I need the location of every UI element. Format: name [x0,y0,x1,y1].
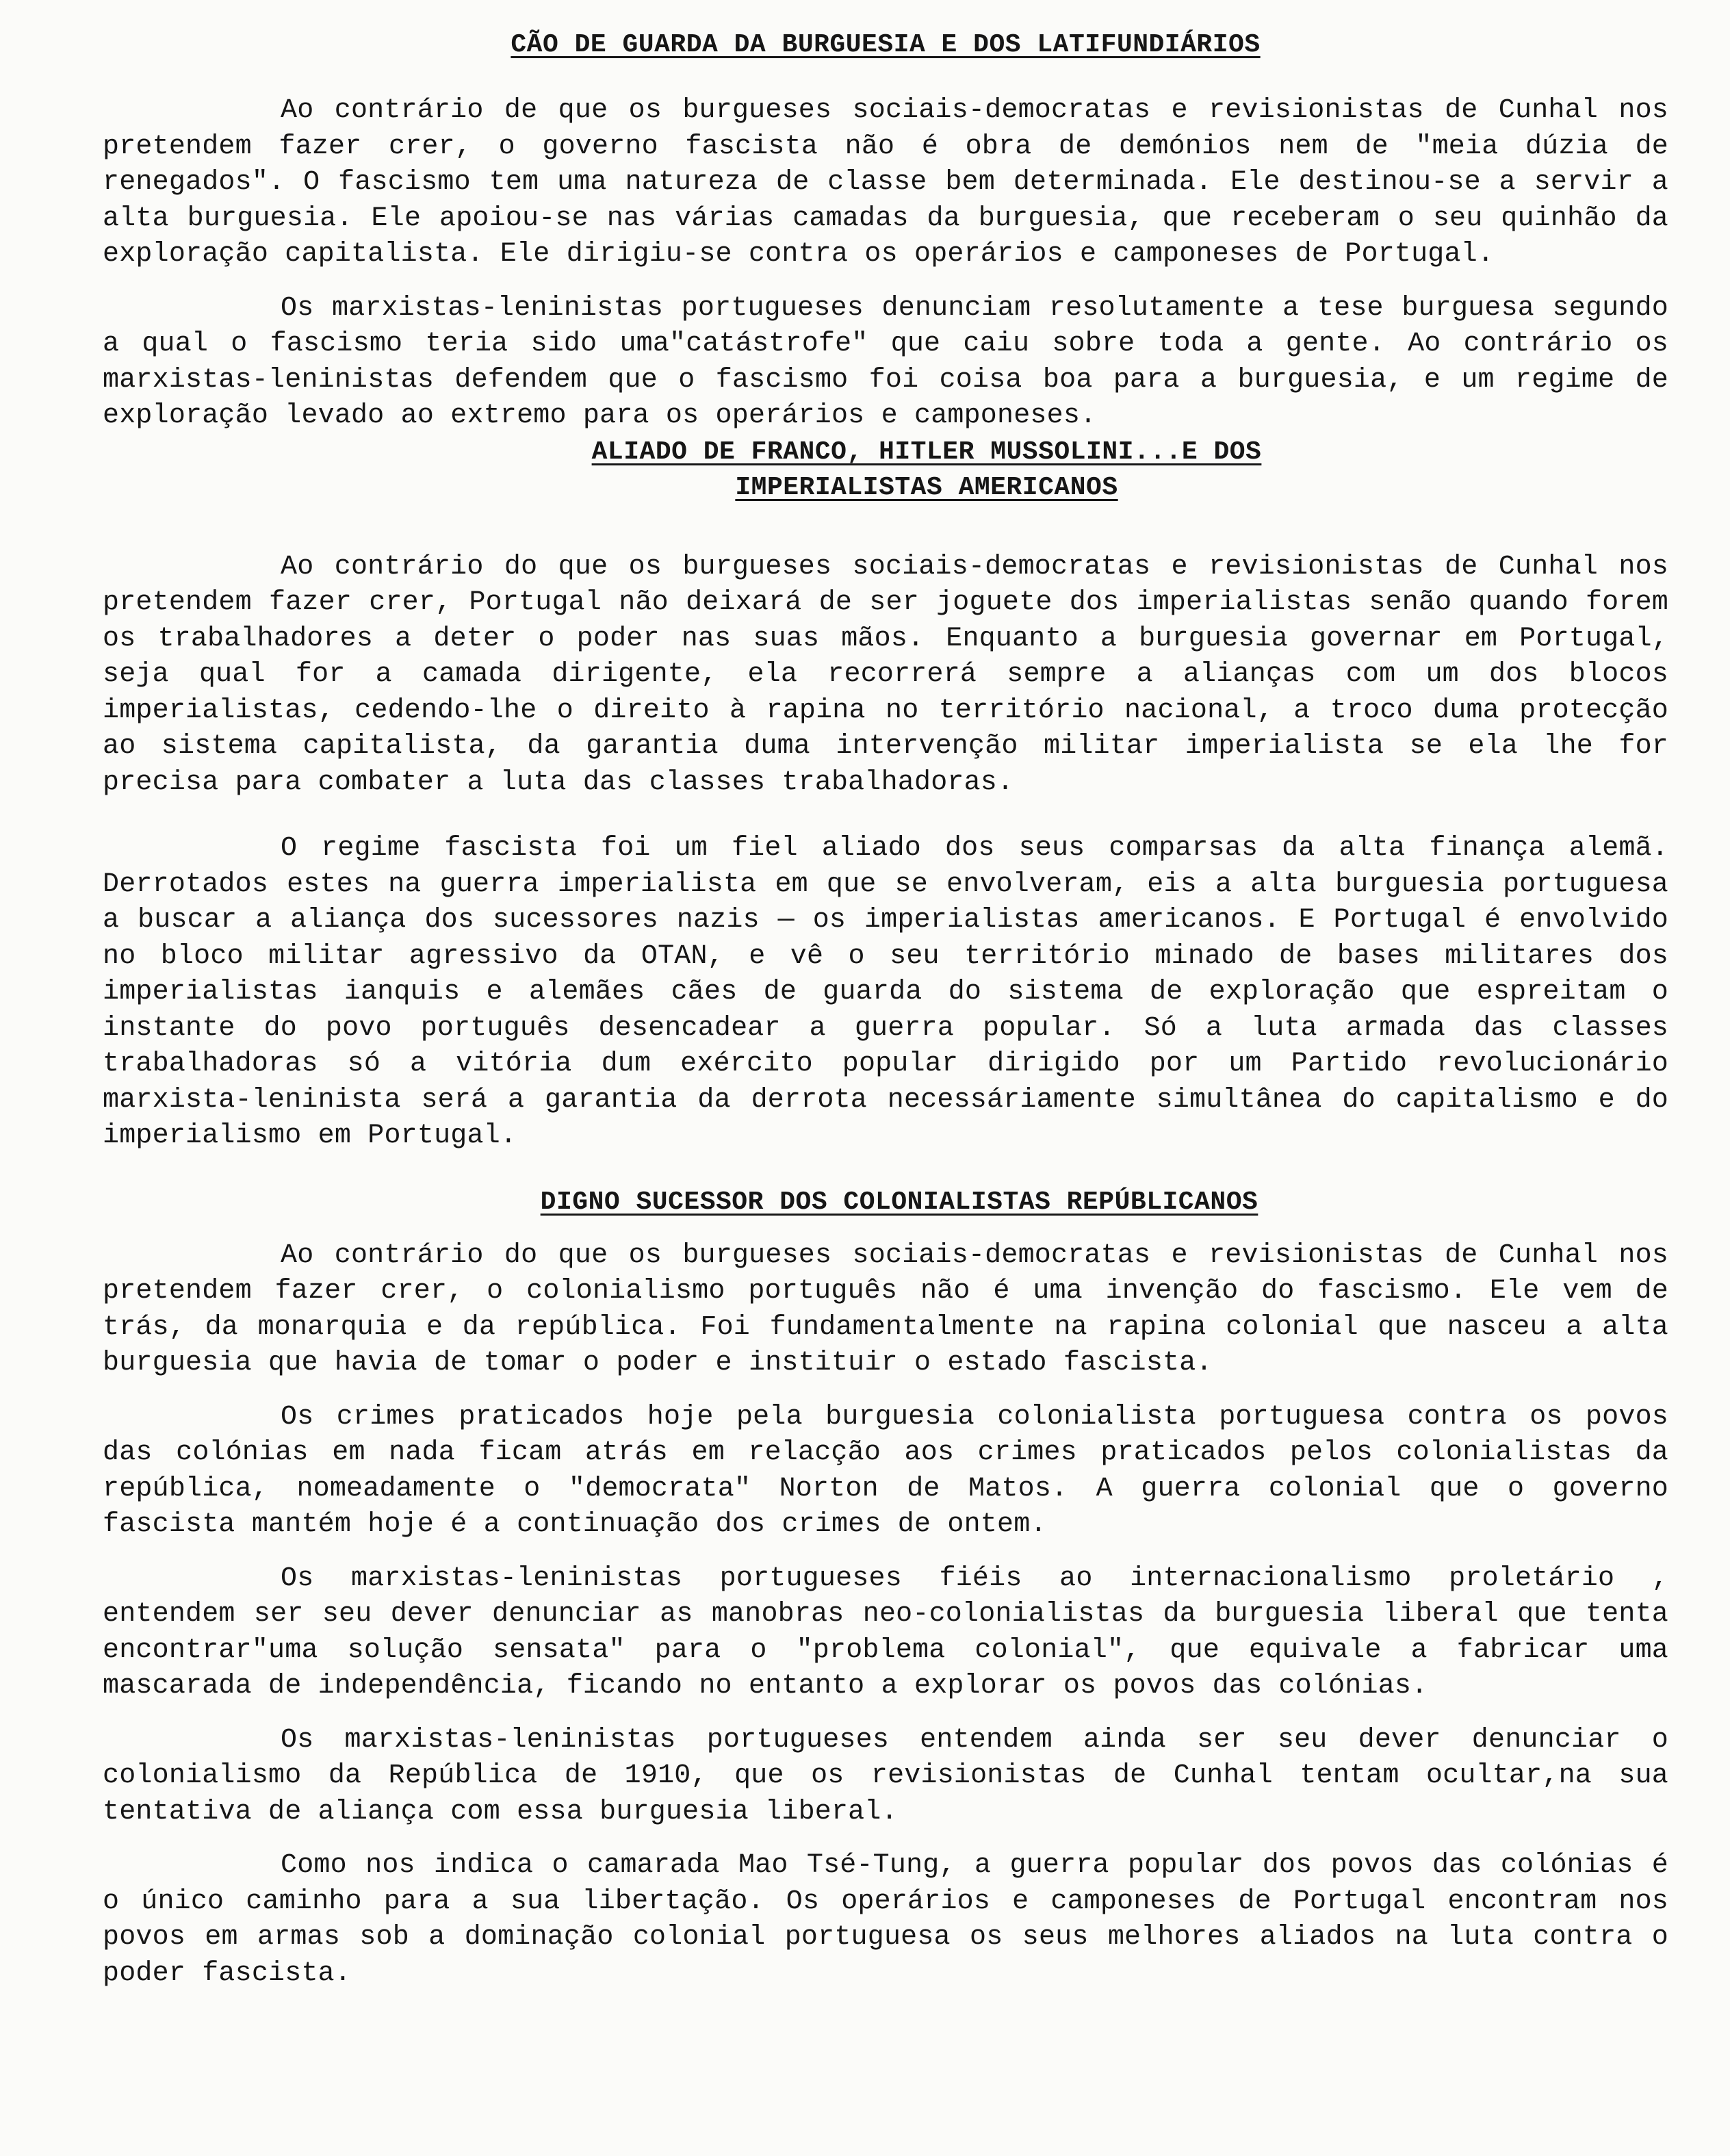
paragraph-6-text: Os crimes praticados hoje pela burguesia colonialista portuguesa contra os povos das colónias em nada ficam atrás em relacção aos crimes praticados pelos colonialistas da república, nomeadamente o "democrata" Norton de Matos. A guerra colonial que o governo fascista mantém hoje é a continuação dos crimes de ontem. [103,1401,1668,1540]
paragraph-9-text: Como nos indica o camarada Mao Tsé-Tung, a guerra popular dos povos das colónias é o único caminho para a sua libertação. Os operários e camponeses de Portugal encontram nos povos em armas sob a dominação colonial portuguesa os seus melhores aliados na luta contra o poder fascista. [103,1850,1668,1989]
paragraph-1-text: Ao contrário de que os burgueses sociais-democratas e revisionistas de Cunhal nos pretendem fazer crer, o governo fascista não é obra de demónios nem de "meia dúzia de renegados". O fascismo tem uma natureza de classe bem determinada. Ele destinou-se a servir a alta burguesia. Ele apoiou-se nas várias camadas da burguesia, que receberam o seu quinhão da exploração capitalista. Ele dirigiu-se contra os operários e camponeses de Portugal. [103,95,1668,270]
section-heading-colonialists: DIGNO SUCESSOR DOS COLONIALISTAS REPÚBLICANOS [540,1187,1258,1217]
paragraph-5-text: Ao contrário do que os burgueses sociais-democratas e revisionistas de Cunhal nos pretendem fazer crer, o colonialismo português não é uma invenção do fascismo. Ele vem de trás, da monarquia e da república. Foi fundamentalmente na rapina colonial que nasceu a alta burguesia que havia de tomar o poder e instituir o estado fascista. [103,1240,1668,1378]
paragraph-4-text: O regime fascista foi um fiel aliado dos seus comparsas da alta finança alemã. Derrotados estes na guerra imperialista em que se envolveram, eis a alta burguesia portuguesa a buscar a aliança dos sucessores nazis — os imperialistas americanos. E Portugal é envolvido no bloco militar agressivo da OTAN, e vê o seu território minado de bases militares dos imperialistas ianquis e alemães cães de guarda do sistema de exploração que espreitam o instante do povo português desencadear a guerra popular. Só a luta armada das classes trabalhadoras só a vitória dum exército popular dirigido por um Partido revolucionário marxista-leninista será a garantia da derrota necessáriamente simultânea do capitalismo e do imperialismo em Portugal. [103,833,1668,1151]
document-title: CÃO DE GUARDA DA BURGUESIA E DOS LATIFUNDIÁRIOS [511,30,1261,60]
paragraph-3 [103,550,1668,801]
section-heading-allies [185,435,1668,506]
paragraph-5 [103,1238,1668,1382]
paragraph-2 [103,291,1668,435]
paragraph-4 [103,831,1668,1155]
section-heading-allies-line-2: IMPERIALISTAS AMERICANOS [735,472,1118,502]
paragraph-6 [103,1400,1668,1543]
paragraph-8 [103,1723,1668,1831]
paragraph-2-text: Os marxistas-leninistas portugueses denunciam resolutamente a tese burguesa segundo a qual o fascismo teria sido uma"catástrofe" que caiu sobre toda a gente. Ao contrário os marxistas-leninistas defendem que o fascismo foi coisa boa para a burguesia, e um regime de exploração levado ao extremo para os operários e camponeses. [103,292,1668,431]
paragraph-7 [103,1561,1668,1705]
paragraph-1 [103,93,1668,273]
paragraph-9 [103,1848,1668,1992]
paragraph-7-text: Os marxistas-leninistas portugueses fiéis ao internacionalismo proletário , entendem ser seu dever denunciar as manobras neo-colonialistas da burguesia liberal que tenta encontrar"uma solução sensata" para o "problema colonial", que equivale a fabricar uma mascarada de independência, ficando no entanto a explorar os povos das colónias. [103,1563,1668,1702]
section-heading-allies-line-1: ALIADO DE FRANCO, HITLER MUSSOLINI...E DOS [591,437,1262,467]
paragraph-8-text: Os marxistas-leninistas portugueses entendem ainda ser seu dever denunciar o colonialismo da República de 1910, que os revisionistas de Cunhal tentam ocultar,na sua tentativa de aliança com essa burguesia liberal. [103,1724,1668,1827]
paragraph-3-text: Ao contrário do que os burgueses sociais-democratas e revisionistas de Cunhal nos pretendem fazer crer, Portugal não deixará de ser joguete dos imperialistas senão quando forem os trabalhadores a deter o poder nas suas mãos. Enquanto a burguesia governar em Portugal, seja qual for a camada dirigente, ela recorrerá sempre a alianças com um dos blocos imperialistas, cedendo-lhe o direito à rapina no território nacional, a troco duma protecção ao sistema capitalista, da garantia duma intervenção militar imperialista se ela lhe for precisa para combater a luta das classes trabalhadoras. [103,551,1668,798]
